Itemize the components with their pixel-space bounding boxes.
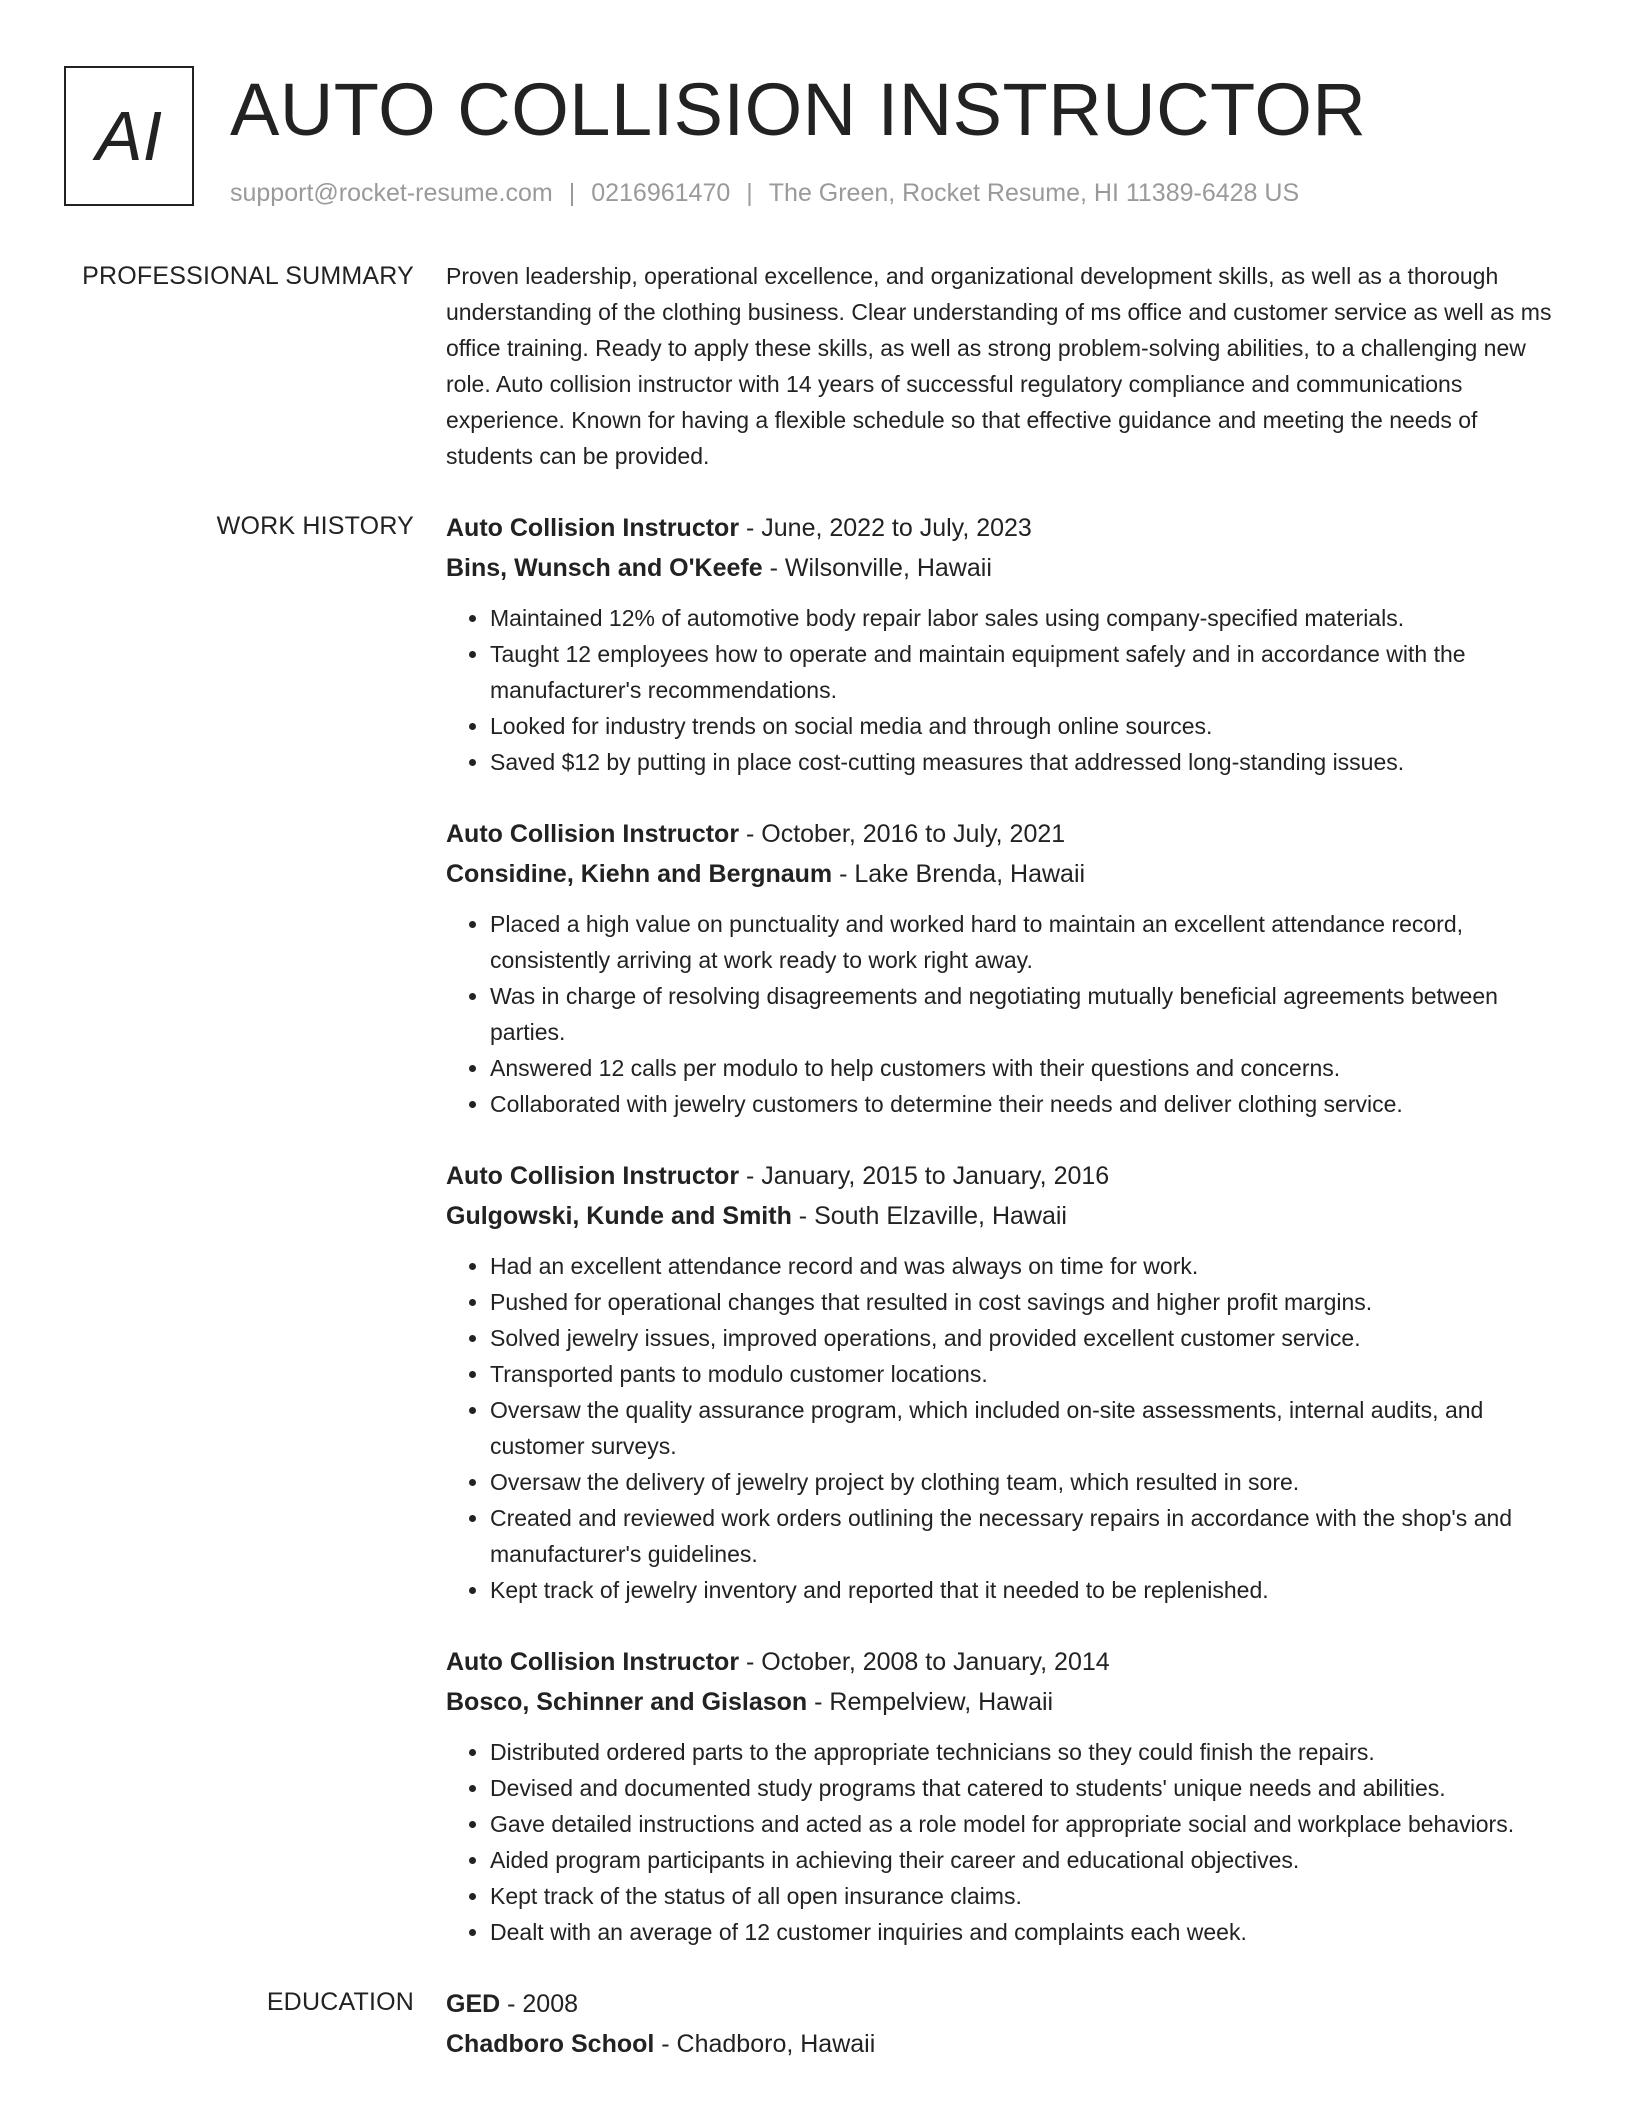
job-title: Auto Collision Instructor — [446, 820, 740, 848]
job-company: Considine, Kiehn and Bergnaum — [446, 860, 833, 888]
summary-text: Proven leadership, operational excellence, and organizational development skills, as well as a thorough understanding of the clothing business. Clear understanding of ms office and customer service as well as ms office training. Ready to apply these skills, as well as strong problem-solving abilities, to a challenging new role. Auto collision instructor with 14 years of successful regulatory compliance and communications experience. Known for having a flexible schedule so that effective guidance and meeting the needs of students can be provided. — [446, 263, 1552, 469]
job-location: - Rempelview, Hawaii — [807, 1688, 1054, 1716]
list-item: • Oversaw the delivery of jewelry project by clothing team, which resulted in sore. — [490, 1464, 1560, 1500]
job-title: Auto Collision Instructor — [446, 514, 740, 542]
contact-email: support@rocket-resume.com — [230, 179, 553, 207]
job-bullets — [446, 1734, 1560, 1950]
job-location: - Wilsonville, Hawaii — [762, 554, 992, 582]
job-dates: - January, 2015 to January, 2016 — [739, 1162, 1110, 1190]
job-entry — [446, 1642, 1560, 1950]
list-item: • Answered 12 calls per modulo to help customers with their questions and concerns. — [490, 1050, 1560, 1086]
job-title-line — [446, 1156, 1560, 1196]
job-entry — [446, 814, 1560, 1122]
contact-phone: 0216961470 — [591, 179, 731, 207]
section-label-work: WORK HISTORY — [216, 512, 414, 540]
education-degree: GED — [446, 1990, 501, 2018]
list-item: • Collaborated with jewelry customers to determine their needs and deliver clothing service. — [490, 1086, 1560, 1122]
list-item: • Maintained 12% of automotive body repair labor sales using company-specified materials. — [490, 600, 1560, 636]
section-label-summary: PROFESSIONAL SUMMARY — [82, 262, 414, 290]
list-item: • Kept track of the status of all open insurance claims. — [490, 1878, 1560, 1914]
section-label-education: EDUCATION — [266, 1988, 414, 2016]
list-item: • Kept track of jewelry inventory and reported that it needed to be replenished. — [490, 1572, 1560, 1608]
list-item: • Gave detailed instructions and acted as a role model for appropriate social and workplace behaviors. — [490, 1806, 1560, 1842]
list-item: • Transported pants to modulo customer locations. — [490, 1356, 1560, 1392]
job-company-line — [446, 548, 1560, 588]
contact-line — [230, 176, 1299, 210]
list-item: • Solved jewelry issues, improved operations, and provided excellent customer service. — [490, 1320, 1560, 1356]
summary-content — [446, 258, 1560, 474]
list-item: • Had an excellent attendance record and was always on time for work. — [490, 1248, 1560, 1284]
education-degree-line — [446, 1984, 1560, 2024]
list-item: • Aided program participants in achieving their career and educational objectives. — [490, 1842, 1560, 1878]
job-location: - Lake Brenda, Hawaii — [832, 860, 1086, 888]
summary-section — [0, 258, 1632, 474]
list-item: • Placed a high value on punctuality and worked hard to maintain an excellent attendance record, consistently arriving at work ready to work right away. — [490, 906, 1560, 978]
contact-address: The Green, Rocket Resume, HI 11389-6428 US — [768, 179, 1300, 207]
list-item: • Taught 12 employees how to operate and maintain equipment safely and in accordance with the manufacturer's recommendations. — [490, 636, 1560, 708]
list-item: • Distributed ordered parts to the appropriate technicians so they could finish the repairs. — [490, 1734, 1560, 1770]
job-company-line — [446, 1682, 1560, 1722]
work-history-content — [446, 508, 1560, 1950]
list-item: • Oversaw the quality assurance program, which included on-site assessments, internal audits, and customer surveys. — [490, 1392, 1560, 1464]
job-dates: - October, 2016 to July, 2021 — [739, 820, 1066, 848]
resume-header — [64, 66, 1592, 211]
monogram-logo: AI — [64, 66, 194, 206]
job-location: - South Elzaville, Hawaii — [791, 1202, 1067, 1230]
job-dates: - October, 2008 to January, 2014 — [739, 1648, 1110, 1676]
job-company-line — [446, 1196, 1560, 1236]
education-school-line — [446, 2024, 1560, 2064]
work-history-section — [0, 508, 1632, 1950]
job-company-line — [446, 854, 1560, 894]
list-item: • Pushed for operational changes that resulted in cost savings and higher profit margins. — [490, 1284, 1560, 1320]
education-content — [446, 1984, 1560, 2064]
education-school: Chadboro School — [446, 2030, 655, 2058]
list-item: • Saved $12 by putting in place cost-cutting measures that addressed long-standing issues. — [490, 744, 1560, 780]
job-company: Bins, Wunsch and O'Keefe — [446, 554, 763, 582]
job-company: Gulgowski, Kunde and Smith — [446, 1202, 792, 1230]
job-title: Auto Collision Instructor — [446, 1648, 740, 1676]
education-section — [0, 1984, 1632, 2064]
job-title-line — [446, 814, 1560, 854]
job-title-line — [446, 1642, 1560, 1682]
job-dates: - June, 2022 to July, 2023 — [739, 514, 1032, 542]
resume-body — [0, 258, 1632, 2098]
page-title: AUTO COLLISION INSTRUCTOR — [230, 68, 1367, 151]
list-item: • Was in charge of resolving disagreements and negotiating mutually beneficial agreements between parties. — [490, 978, 1560, 1050]
job-title-line — [446, 508, 1560, 548]
list-item: • Created and reviewed work orders outlining the necessary repairs in accordance with the shop's and manufacturer's guidelines. — [490, 1500, 1560, 1572]
list-item: • Looked for industry trends on social media and through online sources. — [490, 708, 1560, 744]
job-entry — [446, 1156, 1560, 1608]
contact-separator: | — [746, 179, 753, 207]
job-bullets — [446, 1248, 1560, 1608]
contact-separator: | — [568, 179, 576, 207]
job-bullets — [446, 906, 1560, 1122]
job-title: Auto Collision Instructor — [446, 1162, 740, 1190]
education-location: - Chadboro, Hawaii — [654, 2030, 876, 2058]
education-year: - 2008 — [500, 1990, 579, 2018]
list-item: • Dealt with an average of 12 customer inquiries and complaints each week. — [490, 1914, 1560, 1950]
job-entry — [446, 508, 1560, 780]
job-company: Bosco, Schinner and Gislason — [446, 1688, 808, 1716]
job-bullets — [446, 600, 1560, 780]
list-item: • Devised and documented study programs that catered to students' unique needs and abilities. — [490, 1770, 1560, 1806]
